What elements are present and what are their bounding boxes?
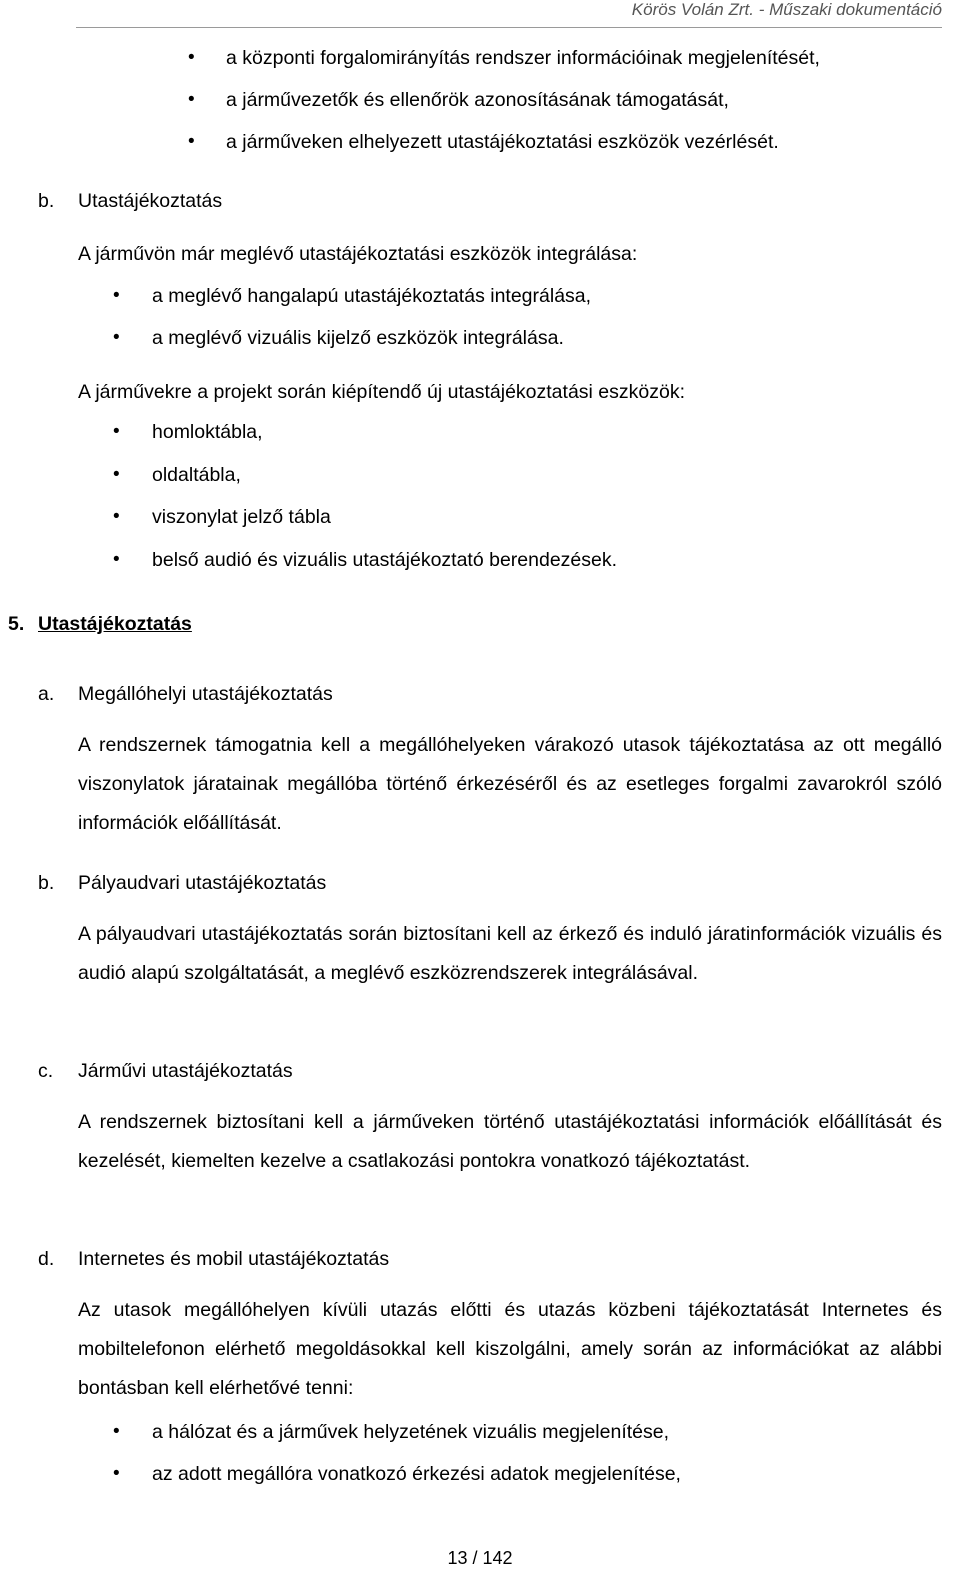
page-header: Körös Volán Zrt. - Műszaki dokumentáció bbox=[631, 0, 942, 19]
paragraph: A rendszernek támogatnia kell a megállóhelyeken várakozó utasok tájékoztatása az ott megálló viszonylatok járatainak megállóba történő érkezéséről és az esetleges forgalmi zavarokról szóló információk előállítását. bbox=[78, 734, 942, 834]
bullet-icon: • bbox=[113, 464, 120, 485]
list-item: belső audió és vizuális utastájékoztató berendezések. bbox=[152, 549, 618, 571]
bullet-icon: • bbox=[113, 549, 120, 570]
section-marker: b. bbox=[38, 190, 55, 212]
chapter-heading bbox=[8, 612, 192, 636]
list-item: a hálózat és a járművek helyzetének vizuális megjelenítése, bbox=[152, 1421, 670, 1443]
list-item: homloktábla, bbox=[152, 421, 263, 443]
paragraph: A pályaudvari utastájékoztatás során biztosítani kell az érkező és induló járatinformációk vizuális és audió alapú szolgáltatását, a meglévő eszközrendszerek integrálásával. bbox=[78, 923, 942, 984]
list-item: a meglévő vizuális kijelző eszközök integrálása. bbox=[152, 327, 564, 349]
bullet-icon: • bbox=[113, 421, 120, 442]
intro-text: A járművekre a projekt során kiépítendő új utastájékoztatási eszközök: bbox=[78, 381, 685, 403]
list-item: a járművezetők és ellenőrök azonosításának támogatását, bbox=[226, 89, 729, 111]
header-divider bbox=[76, 27, 942, 28]
bullet-icon: • bbox=[113, 1421, 120, 1442]
list-item: oldaltábla, bbox=[152, 464, 241, 486]
bullet-icon: • bbox=[113, 1463, 120, 1484]
bullet-icon: • bbox=[113, 506, 120, 527]
subsection-marker: a. bbox=[38, 683, 55, 705]
intro-text: A járművön már meglévő utastájékoztatási eszközök integrálása: bbox=[78, 243, 638, 265]
bullet-icon: • bbox=[188, 131, 195, 152]
subsection-title: Megállóhelyi utastájékoztatás bbox=[78, 683, 333, 705]
subsection-title: Pályaudvari utastájékoztatás bbox=[78, 872, 327, 894]
chapter-number: 5. bbox=[8, 613, 25, 635]
subsection-marker: b. bbox=[38, 872, 55, 894]
paragraph: Az utasok megállóhelyen kívüli utazás előtti és utazás közbeni tájékoztatását Internetes és mobiltelefonon elérhető megoldásokkal kell kiszolgálni, amely során az információkat az alábbi bontásban kell elérhetővé tenni: bbox=[78, 1299, 942, 1399]
list-item: a meglévő hangalapú utastájékoztatás integrálása, bbox=[152, 285, 592, 307]
bullet-icon: • bbox=[188, 47, 195, 68]
subsection-title: Internetes és mobil utastájékoztatás bbox=[78, 1248, 390, 1270]
section-title: Utastájékoztatás bbox=[78, 190, 223, 212]
page-number: 13 / 142 bbox=[447, 1548, 513, 1568]
bullet-icon: • bbox=[113, 327, 120, 348]
list-item: az adott megállóra vonatkozó érkezési adatok megjelenítése, bbox=[152, 1463, 681, 1485]
list-item: a járműveken elhelyezett utastájékoztatási eszközök vezérlését. bbox=[226, 131, 779, 153]
chapter-title: Utastájékoztatás bbox=[38, 613, 192, 635]
subsection-marker: c. bbox=[38, 1060, 54, 1082]
list-item: a központi forgalomirányítás rendszer információinak megjelenítését, bbox=[226, 47, 820, 69]
bullet-icon: • bbox=[188, 89, 195, 110]
paragraph: A rendszernek biztosítani kell a járműveken történő utastájékoztatási információk előállítását és kezelését, kiemelten kezelve a csatlakozási pontokra vonatkozó tájékoztatást. bbox=[78, 1111, 942, 1172]
list-item: viszonylat jelző tábla bbox=[152, 506, 331, 528]
bullet-icon: • bbox=[113, 285, 120, 306]
subsection-marker: d. bbox=[38, 1248, 55, 1270]
subsection-title: Járművi utastájékoztatás bbox=[78, 1060, 293, 1082]
